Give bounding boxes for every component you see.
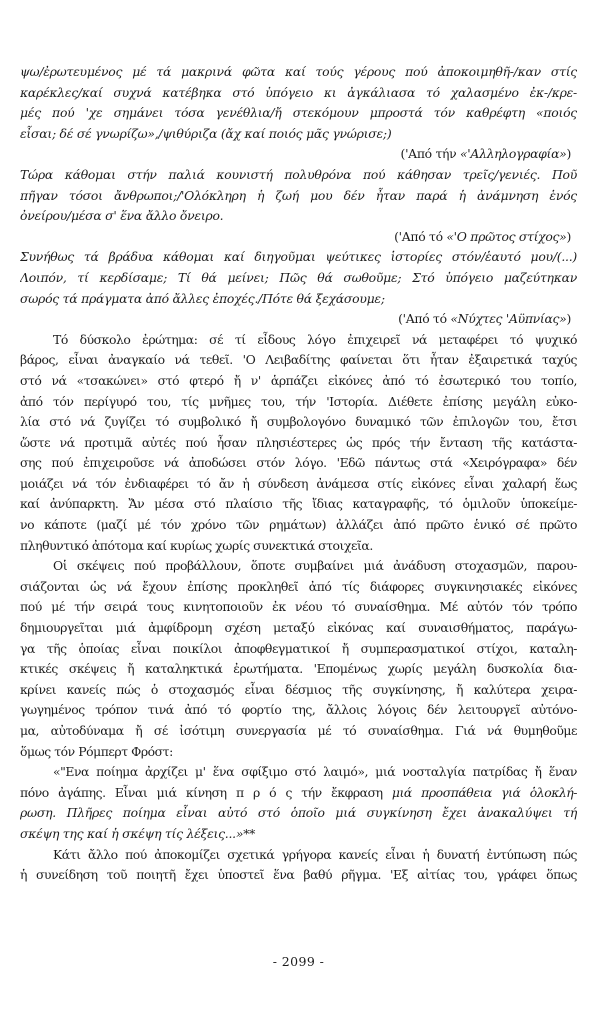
source-prefix: ('Από τήν xyxy=(400,146,461,162)
paragraph-line: λία στό νά ζυγίζει τό συμβολικό ἤ συμβολογόνο δυναμικό τῶν ἐπιλογῶν του, ἔτσι xyxy=(20,414,577,430)
paragraph-line: στό νά «τσακώνει» στό φτερό ἤ ν' ἁρπάζει εἰκόνες ἀπό τό ἐσωτερικό του τοπίο, xyxy=(20,372,577,388)
paragraph-line: σης πού ἐπιχειροῦσε νά ἀποδώσει στόν λόγο. 'Εδῶ πάντως στά «Χειρόγραφα» δέν xyxy=(20,455,577,471)
italic-text: μιά προσπάθεια γιά ὁλοκλή- xyxy=(382,784,577,800)
paragraph-line: ρωση. Πλῆρες ποίημα εἶναι αὐτό στό ὁποῖο μιά συγκίνηση ἔχει ἀνακαλύψει τή xyxy=(20,805,577,821)
source-suffix: ) xyxy=(566,228,571,244)
quote-line: εἶσαι; δέ σέ γνωρίζω»,/ψιθύριζα (ἄχ καί ποιός μᾶς γνώρισε;) xyxy=(20,125,392,141)
paragraph-line: σιάζονται ὡς νά ἔχουν ἐπίσης προκληθεῖ ἀπό τίς διάφορες συγκινησιακές εἰκόνες xyxy=(20,578,577,594)
quote-line: Τώρα κάθομαι στήν παλιά κουνιστή πολυθρόνα πού κάθησαν τρεῖς/γενιές. Ποῦ xyxy=(20,166,577,182)
paragraph-line: γα τῆς ὁποίας εἶναι ποικίλοι ἀποφθεγματικοί ἤ συμπερασματικοί στίχοι, καταλη- xyxy=(20,640,577,656)
paragraph-line: ὅμως τόν Ρόμπερτ Φρόστ: xyxy=(20,743,173,759)
paragraph-line: Τό δύσκολο ἐρώτημα: σέ τί εἶδους λόγο ἐπιχειρεῖ νά μεταφέρει τό ψυχικό xyxy=(53,331,577,347)
page-content xyxy=(20,62,577,886)
source-title: «'Αλληλογραφία» xyxy=(460,146,567,162)
paragraph-line xyxy=(20,783,577,804)
quote-source-3 xyxy=(20,309,577,330)
paragraph-line: ὥστε νά προτιμᾶ αὐτές πού ἦσαν πλησιέστερες ὡς πρός τήν ἔνταση τῆς κατάστα- xyxy=(20,434,577,450)
paragraph-line: νο κάποτε (μαζί μέ τόν χρόνο τῶν ρημάτων) ἀλλάζει ἀπό πρῶτο ἑνικό σέ πρῶτο xyxy=(20,517,577,533)
paragraph-line: πληθυντικό ἀπότομα καί κυρίως χωρίς συνεκτικά στοιχεῖα. xyxy=(20,537,373,553)
paragraph-1 xyxy=(20,330,577,557)
paragraph-line: βάρος, εἶναι ἀναγκαίο νά τεθεῖ. 'Ο Λειβαδίτης φαίνεται ὅτι ἦταν ἐξαιρετικά ταχύς xyxy=(20,352,577,368)
source-prefix: ('Από τό xyxy=(398,311,451,327)
quote-source-2 xyxy=(20,227,577,248)
roman-text: πόνο ἀγάπης. Εἶναι μιά κίνηση π ρ ό ς τήν ἔκφραση xyxy=(20,784,383,800)
paragraph-line: Κάτι ἄλλο πού ἀποκομίζει σχετικά γρήγορα κανείς εἶναι ἡ δυνατή ἐντύπωση πώς xyxy=(53,846,577,862)
quote-line: Λοιπόν, τί κερδίσαμε; Τί θά μείνει; Πῶς θά σωθοῦμε; Στό ὑπόγειο μαζεύτηκαν xyxy=(20,269,577,285)
paragraph-line: ἀπό τόν περίγυρό του, τίς μνῆμες του, τήν 'Ιστορία. Διέθετε ἐπίσης μεγάλη εὐκο- xyxy=(20,393,577,409)
page-number: - 2099 - xyxy=(272,954,325,969)
quote-line: ὀνείρου/μέσα σ' ἕνα ἄλλο ὄνειρο. xyxy=(20,208,224,224)
paragraph-line: Οἱ σκέψεις πού προβάλλουν, ὅποτε συμβαίνει μιά ἀνάδυση στοχασμῶν, παρου- xyxy=(53,558,577,574)
paragraph-line: δημιουργεῖται μιά ἀμφίδρομη σχέση μεταξύ εἰκόνας καί συναισθήματος, παράγω- xyxy=(20,620,577,636)
paragraph-line: καί ἀνύπαρκτη. Ἄν μέσα στό πλαίσιο τῆς ἴδιας καταγραφῆς, τό ὁμιλοῦν ὑποκείμε- xyxy=(20,496,577,512)
quote-line: σωρός τά πράγματα ἀπό ἄλλες ἐποχές./Πότε θά ξεχάσουμε; xyxy=(20,290,385,306)
source-suffix: ) xyxy=(566,146,571,162)
paragraph-line: γωγημένος τρόπον τινά ἀπό τό φορτίο της, ἄλλοις λόγοις δέν λειτουργεῖ αὐτόνο- xyxy=(20,702,577,718)
quote-line: Συνήθως τά βράδυα κάθομαι καί διηγοῦμαι ψεύτικες ἱστορίες στόν/ἑαυτό μου/(...) xyxy=(20,249,577,265)
quote-block-3 xyxy=(20,247,577,309)
paragraph-line: μα, αὐτοδύναμα ἤ σέ ἰσότιμη συνεργασία μέ τό συναίσθημα. Γιά νά θυμηθοῦμε xyxy=(20,723,577,738)
source-title: «Νύχτες 'Αϋπνίας» xyxy=(450,311,567,327)
quote-block-2 xyxy=(20,165,577,227)
paragraph-line: πού μέ τήν σειρά τους κινητοποιοῦν ἐκ νέου τό συναίσθημα. Μέ αὐτόν τόν τρόπο xyxy=(20,599,577,615)
paragraph-3 xyxy=(20,762,577,844)
source-title: «'Ο πρῶτος στίχος» xyxy=(446,228,567,244)
paragraph-line: κτικές σκέψεις ἤ καταληκτικά ἐρωτήματα. 'Επομένως χωρίς μεγάλη δυσκολία δια- xyxy=(20,661,577,677)
source-suffix: ) xyxy=(566,311,571,327)
quote-source-1 xyxy=(20,144,577,165)
paragraph-line: κρίνει κανείς πώς ὁ στοχασμός εἶναι δέσμιος τῆς συγκίνησης, ἤ καλύτερα χειρα- xyxy=(20,681,577,697)
paragraph-line: σκέψη της καί ἡ σκέψη τίς λέξεις...»** xyxy=(20,825,256,841)
quote-line: καρέκλες/καί συχνά κατέβηκα στό ὑπόγειο κι ἀγκάλιασα τό χαλασμένο ἐκ-/κρε- xyxy=(20,84,577,100)
paragraph-line: «"Ενα ποίημα ἀρχίζει μ' ἕνα σφίξιμο στό λαιμό», μιά νοσταλγία πατρίδας ἤ ἕναν xyxy=(53,764,577,780)
paragraph-2 xyxy=(20,556,577,762)
paragraph-line: ἡ συνείδηση τοῦ ποιητῆ ἔχει ὑποστεῖ ἕνα βαθύ ρῆγμα. 'Εξ αἰτίας του, γράφει ὅπως xyxy=(20,867,577,883)
quote-line: ψω/ἐρωτευμένος μέ τά μακρινά φῶτα καί τούς γέρους πού ἀποκοιμηθῆ-/καν στίς xyxy=(20,64,577,79)
quote-line: πῆγαν τόσοι ἄνθρωποι;/'Ολόκληρη ἡ ζωή μου δέν ἦταν παρά ἡ ἀνάμνηση ἑνός xyxy=(20,187,577,203)
quote-block-1 xyxy=(20,62,577,144)
paragraph-4 xyxy=(20,845,577,886)
source-prefix: ('Από τό xyxy=(394,228,447,244)
paragraph-line: μοιάζει νά τόν ἐνδιαφέρει τό ἄν ἡ σύνδεση ἀνάμεσα στίς εἰκόνες εἶναι χαλαρή ἕως xyxy=(20,475,577,491)
quote-line: μές πού 'χε σημάνει τόσα γενέθλια/ἤ στεκόμουν μπροστά τόν καθρέφτη «ποιός xyxy=(20,105,577,121)
